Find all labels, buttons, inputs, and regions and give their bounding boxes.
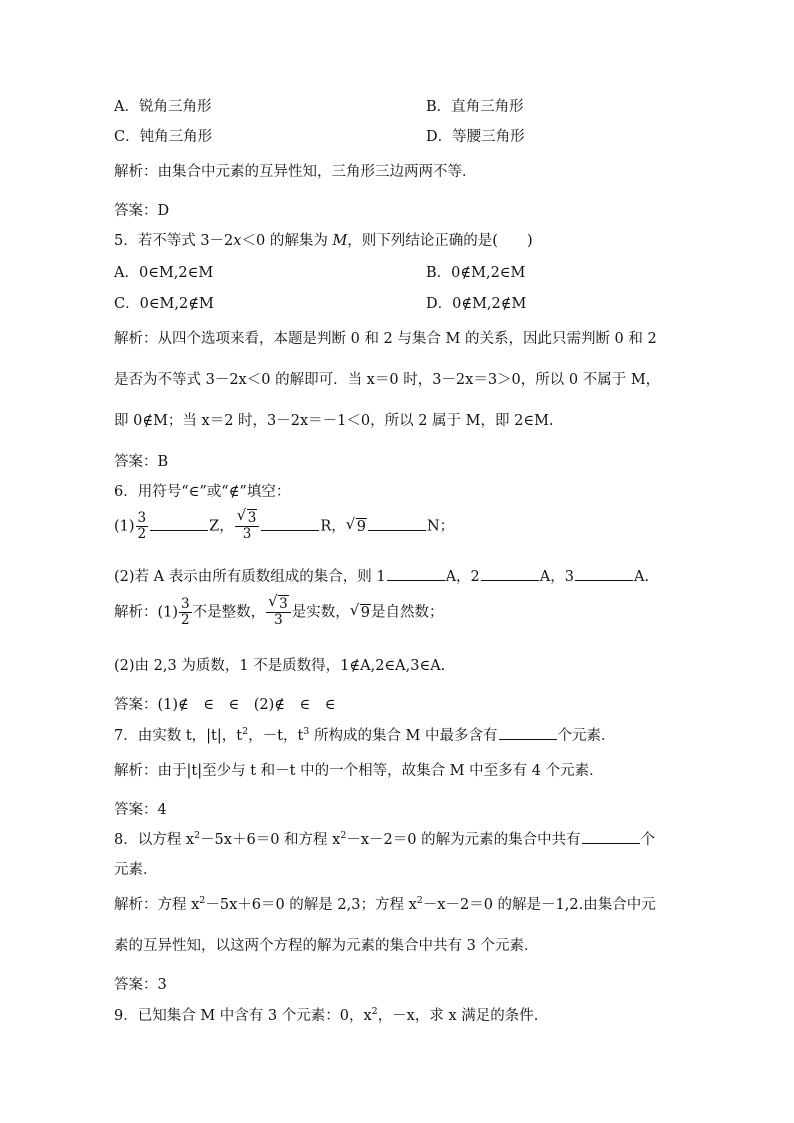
q8-solution-mid: －5x＋6＝0 的解是 2,3；方程 x (205, 897, 417, 913)
q6-solution1-text2: 是实数， (291, 604, 350, 621)
q6-solution2: (2)由 2,3 为质数，1 不是质数得，1∉A,2∈A,3∈A. (114, 658, 446, 674)
answer-blank[interactable] (582, 829, 640, 844)
q8-solution-suffix: －x－2＝0 的解是－1,2.由集合中元 (422, 897, 656, 913)
q8-solution-line1 (114, 894, 684, 916)
fraction-sqrt3-over-3 (235, 506, 260, 542)
q4-option-a: A．锐角三角形 (114, 99, 212, 115)
answer-blank[interactable] (575, 566, 633, 581)
superscript-2: 2 (242, 726, 249, 737)
q8-solution-prefix: 解析：方程 x (114, 897, 200, 913)
q5-answer: 答案：B (114, 454, 169, 470)
q7-stem-prefix: 7．由实数 t，|t|，t (114, 728, 243, 744)
q5-stem-suffix: ，则下列结论正确的是( ) (347, 233, 533, 249)
q4-option-c: C．钝角三角形 (114, 129, 213, 145)
set-z: Z， (209, 518, 234, 535)
q4-answer: 答案：D (114, 203, 170, 219)
superscript-2: 2 (340, 830, 347, 841)
set-n: N； (426, 518, 455, 535)
q9-stem (114, 1005, 684, 1027)
q9-stem-suffix: ，－x，求 x 满足的条件. (377, 1008, 539, 1024)
q7-stem-mid1: ，－t，t (248, 728, 304, 744)
q5-options-row1 (114, 262, 684, 284)
q5-option-b: B．0∉M,2∈M (426, 265, 526, 281)
q6-part2-a2: A，3 (539, 569, 574, 585)
fraction-numerator (235, 506, 260, 527)
q5-option-d: D．0∉M,2∉M (426, 296, 527, 312)
fraction-denominator: 2 (181, 612, 190, 628)
q5-option-c: C．0∈M,2∉M (114, 296, 214, 312)
q8-stem-mid2: －x－2＝0 的解为元素的集合中共有 (346, 832, 581, 848)
q6-part1-label: (1) (114, 518, 135, 535)
q5-options-row2 (114, 293, 684, 315)
q6-part2-a1: A，2 (445, 569, 480, 585)
answer-blank[interactable] (499, 725, 557, 740)
q5-solution-line3: 即 0∉M；当 x＝2 时，3－2x＝－1＜0，所以 2 属于 M，即 2∈M. (114, 413, 554, 429)
q4-options-row2 (114, 126, 684, 148)
q6-part2-prefix: (2)若 A 表示由所有质数组成的集合，则 1 (114, 569, 386, 585)
fraction-numerator: 3 (137, 510, 147, 526)
fraction-numerator: 3 (181, 596, 190, 612)
q7-stem (114, 725, 684, 747)
fraction-3-over-2 (179, 597, 192, 628)
q6-part1 (114, 506, 684, 547)
q7-solution: 解析：由于|t|至少与 t 和－t 中的一个相等，故集合 M 中至多有 4 个元素． (114, 763, 604, 779)
fraction-denominator: 3 (274, 612, 283, 628)
q4-option-b: B．直角三角形 (426, 99, 524, 115)
answer-blank[interactable] (368, 516, 426, 531)
q4-solution: 解析：由集合中元素的互异性知，三角形三边两两不等． (114, 164, 477, 180)
q5-option-a: A．0∈M,2∈M (114, 265, 214, 281)
radicand: 9 (360, 604, 370, 621)
sqrt-symbol: √ 3 (268, 592, 288, 612)
q5-solution-line1: 解析：从四个选项来看，本题是判断 0 和 2 与集合 M 的关系，因此只需判断 0 和 2 (114, 331, 657, 347)
superscript-2: 2 (371, 1006, 378, 1017)
q8-solution-line2: 素的互异性知，以这两个方程的解为元素的集合中共有 3 个元素． (114, 938, 539, 954)
answer-blank[interactable] (150, 516, 208, 531)
q6-part2 (114, 566, 684, 588)
sqrt-symbol: √ 3 (236, 506, 257, 526)
radicand: 3 (247, 510, 257, 526)
superscript-3: 3 (303, 726, 310, 737)
answer-blank[interactable] (261, 516, 319, 531)
sqrt-symbol: √ 9 (345, 514, 366, 535)
fraction-denominator: 2 (137, 526, 147, 542)
answer-blank[interactable] (481, 566, 539, 581)
q7-stem-mid2: 所构成的集合 M 中最多含有 (309, 728, 498, 744)
q5-stem-x: x (233, 233, 242, 249)
superscript-2: 2 (194, 830, 201, 841)
q9-stem-prefix: 9．已知集合 M 中含有 3 个元素：0，x (114, 1008, 372, 1024)
q5-stem-mid: ＜0 的解集为 (241, 233, 333, 249)
superscript-2: 2 (416, 895, 423, 906)
q6-solution1 (114, 592, 684, 637)
q5-solution-line2: 是否为不等式 3－2x＜0 的解即可．当 x＝0 时，3－2x＝3＞0，所以 0 不属于 M， (114, 372, 661, 388)
fraction-numerator (266, 592, 291, 613)
fraction-sqrt3-over-3 (266, 592, 291, 628)
q6-stem: 6．用符号“∈”或“∉”填空： (114, 484, 291, 500)
q4-options-row1 (114, 96, 684, 118)
q8-stem-mid: －5x＋6＝0 和方程 x (200, 832, 341, 848)
q6-solution1-label: 解析：(1) (114, 604, 179, 621)
q6-solution1-text3: 是自然数； (370, 604, 444, 621)
q8-stem-suffix: 个 (640, 832, 656, 848)
fraction-3-over-2 (136, 511, 149, 542)
q8-answer: 答案：3 (114, 977, 167, 993)
q8-stem-line1 (114, 829, 684, 851)
fraction-denominator: 3 (242, 526, 252, 542)
q7-answer: 答案：4 (114, 802, 167, 818)
superscript-2: 2 (199, 895, 206, 906)
q8-stem-line2: 元素． (114, 862, 158, 878)
q6-solution1-text1: 不是整数， (192, 604, 266, 621)
q4-option-d: D．等腰三角形 (426, 129, 525, 145)
radicand: 3 (279, 596, 288, 612)
q5-stem-prefix: 5．若不等式 3－2 (114, 233, 234, 249)
radicand: 9 (356, 518, 366, 535)
q5-stem (114, 230, 684, 252)
set-r: R， (320, 518, 346, 535)
q5-stem-m: M (332, 233, 348, 249)
q8-stem-prefix: 8．以方程 x (114, 832, 195, 848)
q6-answer: 答案：(1)∉ ∈ ∈ (2)∉ ∈ ∈ (114, 697, 336, 713)
sqrt-symbol: √ 9 (349, 600, 370, 621)
q7-stem-suffix: 个元素． (557, 728, 616, 744)
q6-part2-a3: A. (633, 569, 650, 585)
answer-blank[interactable] (387, 566, 445, 581)
